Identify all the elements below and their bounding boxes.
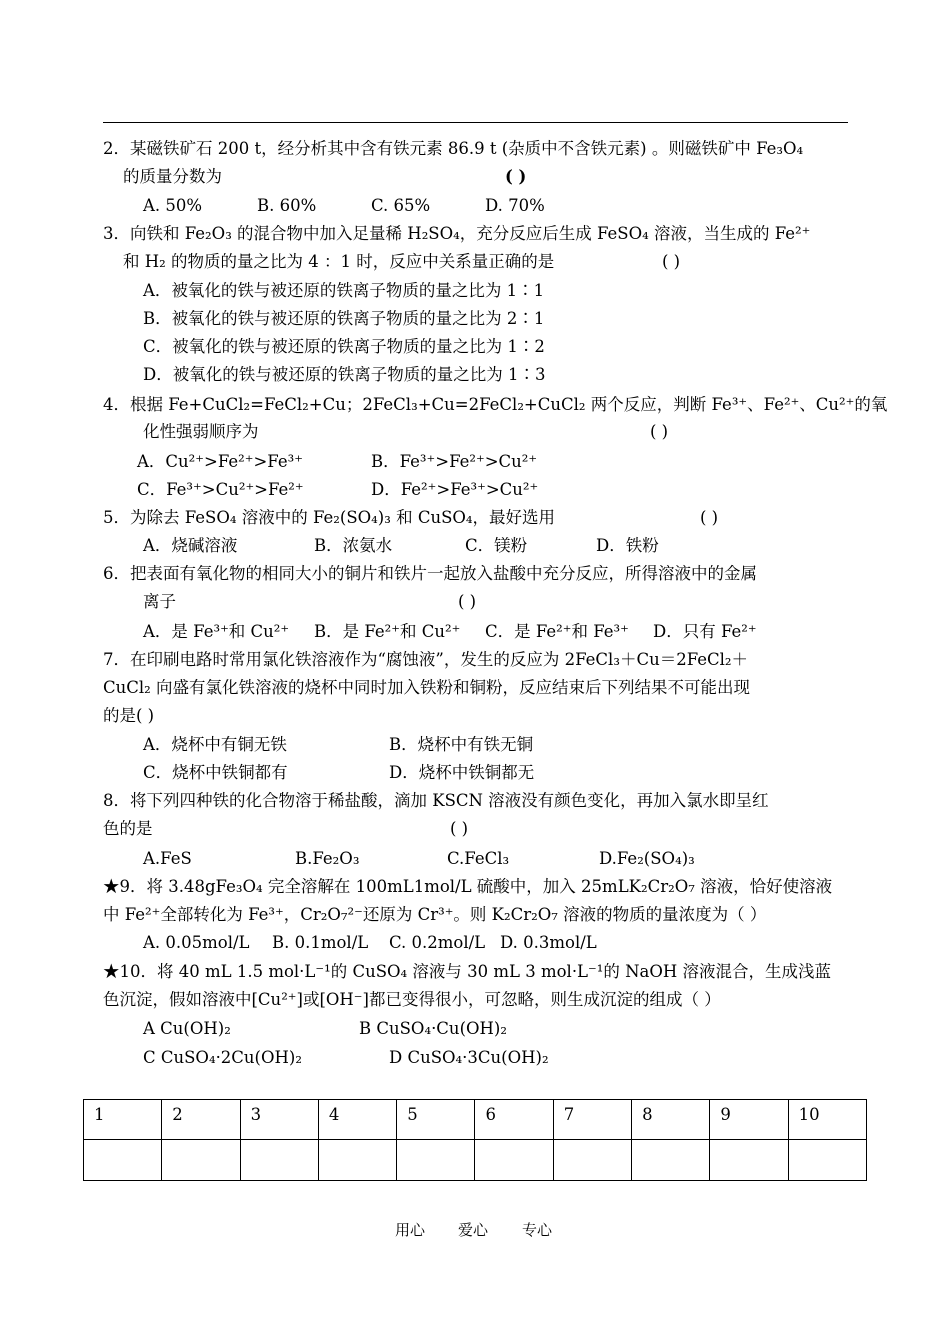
q3-line1: 3．向铁和 Fe₂O₃ 的混合物中加入足量稀 H₂SO₄，充分反应后生成 FeSO₄ 溶液，当生成的 Fe²⁺ [103, 224, 811, 243]
q4-line2: 化性强弱顺序为 [143, 422, 259, 441]
answer-cell-header: 9 [710, 1100, 788, 1140]
q6-option-c: C．是 Fe²⁺和 Fe³⁺ [485, 622, 629, 641]
q9-option-a: A. 0.05mol/L [143, 933, 250, 952]
header-rule [103, 122, 848, 123]
q9-option-b: B. 0.1mol/L [272, 933, 369, 952]
q10-line2: 色沉淀，假如溶液中[Cu²⁺]或[OH⁻]都已变得很小，可忽略，则生成沉淀的组成（ ） [103, 990, 721, 1009]
q10-option-b: B CuSO₄·Cu(OH)₂ [359, 1019, 507, 1038]
q8-option-b: B.Fe₂O₃ [295, 849, 360, 868]
q4-option-c: C．Fe³⁺>Cu²⁺>Fe²⁺ [137, 480, 304, 499]
q10-option-d: D CuSO₄·3Cu(OH)₂ [389, 1048, 549, 1067]
q5-option-b: B．浓氨水 [314, 536, 393, 555]
q7-option-d: D．烧杯中铁铜都无 [389, 763, 535, 782]
q7-option-b: B．烧杯中有铁无铜 [389, 735, 534, 754]
q8-option-c: C.FeCl₃ [447, 849, 510, 868]
q2-line1: 2．某磁铁矿石 200 t，经分析其中含有铁元素 86.9 t (杂质中不含铁元素) 。则磁铁矿中 Fe₃O₄ [103, 139, 804, 158]
answer-cell-header: 6 [475, 1100, 553, 1140]
q4-paren: ( ) [650, 422, 669, 441]
q3-option-c: C．被氧化的铁与被还原的铁离子物质的量之比为 1∶2 [143, 337, 545, 356]
q2-option-b: B. 60% [257, 196, 317, 215]
q10-option-c: C CuSO₄·2Cu(OH)₂ [143, 1048, 302, 1067]
q3-paren: ( ) [662, 252, 681, 271]
answer-cell-header: 3 [240, 1100, 318, 1140]
answer-cell-blank [553, 1140, 631, 1181]
answer-cell-header: 2 [162, 1100, 240, 1140]
q7-line3: 的是( ) [103, 706, 155, 725]
q10-line1: ★10．将 40 mL 1.5 mol·L⁻¹的 CuSO₄ 溶液与 30 mL 3 mol·L⁻¹的 NaOH 溶液混合，生成浅蓝 [103, 962, 832, 981]
q9-line1: ★9．将 3.48gFe₃O₄ 完全溶解在 100mL1mol/L 硫酸中，加入 25mLK₂Cr₂O₇ 溶液，恰好使溶液 [103, 877, 833, 896]
q6-line2: 离子 [143, 592, 176, 611]
q3-option-a: A．被氧化的铁与被还原的铁离子物质的量之比为 1∶1 [143, 281, 545, 300]
q7-line1: 7．在印刷电路时常用氯化铁溶液作为“腐蚀液”，发生的反应为 2FeCl₃＋Cu＝2FeCl₂＋ [103, 650, 749, 669]
q7-option-c: C．烧杯中铁铜都有 [143, 763, 288, 782]
answer-cell-blank [318, 1140, 396, 1181]
answer-cell-blank [84, 1140, 162, 1181]
q8-line1: 8．将下列四种铁的化合物溶于稀盐酸，滴加 KSCN 溶液没有颜色变化，再加入氯水即呈红 [103, 791, 769, 810]
q5-line1: 5．为除去 FeSO₄ 溶液中的 Fe₂(SO₄)₃ 和 CuSO₄，最好选用 [103, 508, 556, 527]
q6-option-a: A．是 Fe³⁺和 Cu²⁺ [143, 622, 290, 641]
footer-word-3: 专心 [522, 1221, 553, 1239]
q8-paren: ( ) [450, 819, 469, 838]
q9-option-d: D. 0.3mol/L [500, 933, 597, 952]
q5-option-a: A．烧碱溶液 [143, 536, 238, 555]
q9-option-c: C. 0.2mol/L [389, 933, 486, 952]
answer-cell-header: 5 [397, 1100, 475, 1140]
q4-option-a: A．Cu²⁺>Fe²⁺>Fe³⁺ [137, 452, 303, 471]
q2-option-a: A. 50% [143, 196, 203, 215]
answer-cell-blank [397, 1140, 475, 1181]
q6-option-d: D．只有 Fe²⁺ [653, 622, 757, 641]
q5-option-d: D．铁粉 [596, 536, 659, 555]
q4-option-d: D．Fe²⁺>Fe³⁺>Cu²⁺ [371, 480, 539, 499]
q7-line2: CuCl₂ 向盛有氯化铁溶液的烧杯中同时加入铁粉和铜粉，反应结束后下列结果不可能出现 [103, 678, 751, 697]
answer-cell-header: 10 [788, 1100, 866, 1140]
q8-line2: 色的是 [103, 819, 153, 838]
q10-option-a: A Cu(OH)₂ [143, 1019, 231, 1038]
q5-option-c: C．镁粉 [465, 536, 528, 555]
answer-cell-blank [632, 1140, 710, 1181]
footer-word-2: 爱心 [458, 1221, 489, 1239]
answer-cell-header: 1 [84, 1100, 162, 1140]
q9-line2: 中 Fe²⁺全部转化为 Fe³⁺，Cr₂O₇²⁻还原为 Cr³⁺。则 K₂Cr₂O₇ 溶液的物质的量浓度为（ ） [103, 905, 767, 924]
q2-option-c: C. 65% [371, 196, 431, 215]
answer-cell-blank [710, 1140, 788, 1181]
q8-option-a: A.FeS [143, 849, 192, 868]
q7-option-a: A．烧杯中有铜无铁 [143, 735, 287, 754]
answer-cell-blank [475, 1140, 553, 1181]
answer-cell-blank [162, 1140, 240, 1181]
answer-cell-header: 7 [553, 1100, 631, 1140]
answer-cell-blank [788, 1140, 866, 1181]
answer-table [83, 1099, 867, 1181]
q2-paren: ( ) [505, 167, 527, 186]
q4-option-b: B．Fe³⁺>Fe²⁺>Cu²⁺ [371, 452, 538, 471]
answer-cell-blank [240, 1140, 318, 1181]
q3-option-d: D．被氧化的铁与被还原的铁离子物质的量之比为 1∶3 [143, 365, 546, 384]
answer-table-header-row [84, 1100, 867, 1140]
q8-option-d: D.Fe₂(SO₄)₃ [599, 849, 695, 868]
q6-line1: 6．把表面有氧化物的相同大小的铜片和铁片一起放入盐酸中充分反应，所得溶液中的金属 [103, 564, 757, 583]
answer-cell-header: 8 [632, 1100, 710, 1140]
answer-cell-header: 4 [318, 1100, 396, 1140]
q2-option-d: D. 70% [485, 196, 545, 215]
q3-line2: 和 H₂ 的物质的量之比为 4 ：1 时，反应中关系量正确的是 [123, 252, 555, 271]
q4-line1: 4．根据 Fe+CuCl₂=FeCl₂+Cu；2FeCl₃+Cu=2FeCl₂+CuCl₂ 两个反应，判断 Fe³⁺、Fe²⁺、Cu²⁺的氧 [103, 395, 888, 414]
q6-option-b: B．是 Fe²⁺和 Cu²⁺ [314, 622, 461, 641]
answer-table-blank-row [84, 1140, 867, 1181]
footer-word-1: 用心 [395, 1221, 426, 1239]
q5-paren: ( ) [700, 508, 719, 527]
q2-line2: 的质量分数为 [123, 167, 222, 186]
q6-paren: ( ) [458, 592, 477, 611]
q3-option-b: B．被氧化的铁与被还原的铁离子物质的量之比为 2∶1 [143, 309, 545, 328]
